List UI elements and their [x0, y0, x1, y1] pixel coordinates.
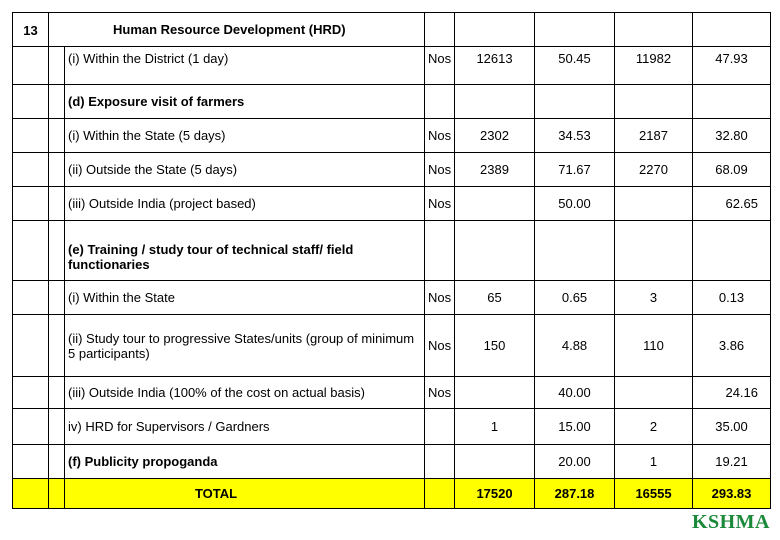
- row-label: (i) Within the State: [65, 281, 425, 315]
- row-label: (i) Within the State (5 days): [65, 119, 425, 153]
- total-v1: 17520: [455, 479, 535, 509]
- hrd-table: [12, 12, 771, 509]
- cell-v4: 68.09: [693, 153, 771, 187]
- cell-v2: 4.88: [535, 315, 615, 377]
- total-label: TOTAL: [65, 479, 425, 509]
- cell-v2: 15.00: [535, 409, 615, 445]
- cell-v4: 62.65: [693, 187, 771, 221]
- cell-v3: 2187: [615, 119, 693, 153]
- total-v3: 16555: [615, 479, 693, 509]
- cell-v4: 19.21: [693, 445, 771, 479]
- cell-v4: 24.16: [693, 377, 771, 409]
- table-row: [13, 315, 771, 377]
- cell-v3: 2270: [615, 153, 693, 187]
- row-unit: Nos: [425, 377, 455, 409]
- cell-v2: 20.00: [535, 445, 615, 479]
- cell-v4: 3.86: [693, 315, 771, 377]
- row-unit: Nos: [425, 47, 455, 85]
- table-row: [13, 445, 771, 479]
- total-v2: 287.18: [535, 479, 615, 509]
- row-label: (iii) Outside India (100% of the cost on actual basis): [65, 377, 425, 409]
- table-row: [13, 409, 771, 445]
- cell-v4: 0.13: [693, 281, 771, 315]
- cell-v2: 0.65: [535, 281, 615, 315]
- cell-v3: 3: [615, 281, 693, 315]
- row-label: (i) Within the District (1 day): [65, 47, 425, 85]
- total-row: [13, 479, 771, 509]
- cell-v4: 47.93: [693, 47, 771, 85]
- cell-v2: 34.53: [535, 119, 615, 153]
- row-label: (ii) Study tour to progressive States/units (group of minimum 5 participants): [65, 315, 425, 377]
- training-heading: (e) Training / study tour of technical staff/ field functionaries: [65, 221, 425, 281]
- row-unit: Nos: [425, 315, 455, 377]
- table-row: [13, 153, 771, 187]
- row-label: iv) HRD for Supervisors / Gardners: [65, 409, 425, 445]
- cell-v3: 2: [615, 409, 693, 445]
- cell-v2: 40.00: [535, 377, 615, 409]
- row-label: (ii) Outside the State (5 days): [65, 153, 425, 187]
- section-header-row: [13, 13, 771, 47]
- cell-v2: 50.45: [535, 47, 615, 85]
- publicity-heading: (f) Publicity propoganda: [65, 445, 425, 479]
- subheader-row: [13, 221, 771, 281]
- cell-v3: 1: [615, 445, 693, 479]
- row-unit: Nos: [425, 281, 455, 315]
- table-row: [13, 281, 771, 315]
- table-row: [13, 119, 771, 153]
- kshma-logo: KSHMA: [691, 511, 770, 533]
- table-row: [13, 187, 771, 221]
- cell-v3: 110: [615, 315, 693, 377]
- section-number: 13: [13, 13, 49, 47]
- subheader-row: [13, 85, 771, 119]
- row-unit: Nos: [425, 187, 455, 221]
- cell-v2: 71.67: [535, 153, 615, 187]
- table-row: [13, 47, 771, 85]
- section-title: Human Resource Development (HRD): [49, 13, 425, 47]
- row-unit: Nos: [425, 119, 455, 153]
- cell-v1: 150: [455, 315, 535, 377]
- total-v4: 293.83: [693, 479, 771, 509]
- cell-v1: 1: [455, 409, 535, 445]
- cell-v1: 65: [455, 281, 535, 315]
- cell-v2: 50.00: [535, 187, 615, 221]
- row-unit: Nos: [425, 153, 455, 187]
- table-row: [13, 377, 771, 409]
- row-label: (iii) Outside India (project based): [65, 187, 425, 221]
- cell-v4: 32.80: [693, 119, 771, 153]
- exposure-visit-heading: (d) Exposure visit of farmers: [65, 85, 425, 119]
- cell-v3: 11982: [615, 47, 693, 85]
- cell-v1: 2389: [455, 153, 535, 187]
- cell-v4: 35.00: [693, 409, 771, 445]
- cell-v1: 12613: [455, 47, 535, 85]
- cell-v1: 2302: [455, 119, 535, 153]
